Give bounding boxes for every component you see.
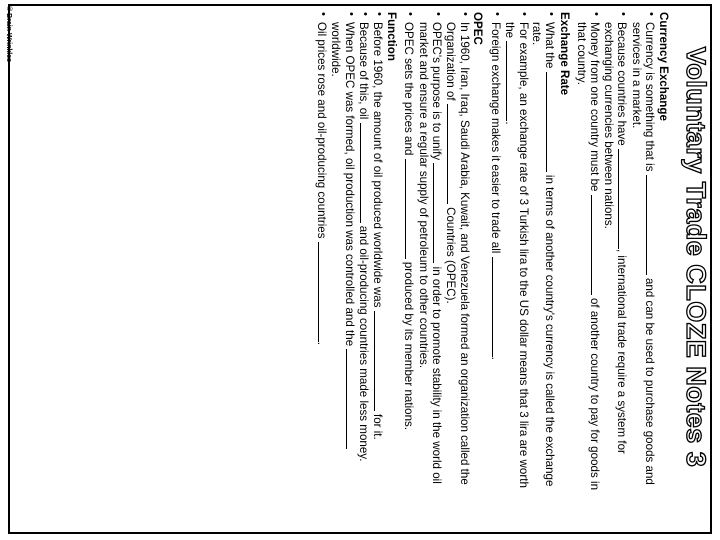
list-item: • In 1960, Iran, Iraq, Saudi Arabia, Kuwait, and Venezuela formed an organization called the Organization of Countries (OPEC). [444,12,471,492]
fill-in-blank[interactable] [506,41,517,121]
section-currency-exchange [575,12,670,492]
fill-in-blank[interactable] [374,311,385,411]
list-item: • Before 1960, the amount of oil produced worldwide was for it. [371,12,385,492]
list-item: • OPEC sets the prices and produced by its member nations. [402,12,416,492]
list-item: • Because countries have , international trade require a system for exchanging currencies between nations. [602,12,629,492]
section-heading: Function [385,12,399,61]
list-item: • Money from one country must be of another country to pay for goods in that country. [575,12,602,492]
fill-in-blank[interactable] [492,257,503,357]
list-item: • What the in terms of another country's currency is called the exchange rate. [530,12,557,492]
section-exchange-rate [488,12,570,492]
fill-in-blank[interactable] [447,104,458,204]
list-item: • When OPEC was formed, oil production was controlled and the worldwide. [329,12,356,492]
fill-in-blank[interactable] [360,123,371,223]
fill-in-blank[interactable] [618,149,629,249]
fill-in-blank[interactable] [646,175,657,275]
copyright-notice: © Brain Wrinkles [5,6,12,62]
list-item: • Currency is something that is and can be used to purchase goods and services in a market. [629,12,656,492]
list-item: • OPEC's purpose is to unify in order to promote stability in the world oil market and ensure a regular supply of petroleum to other countries. [416,12,443,492]
list-item: • Oil prices rose and oil-producing countries . [315,12,329,492]
page-title: Voluntary Trade CLOZE Notes 3 [681,46,711,468]
fill-in-blank[interactable] [433,163,444,263]
section-heading: Exchange Rate [557,12,571,96]
fill-in-blank[interactable] [346,349,357,449]
list-item: • Foreign exchange makes it easier to trade all . [488,12,502,492]
section-opec [402,12,484,492]
fill-in-blank[interactable] [318,242,329,342]
section-heading: OPEC [471,12,485,45]
notes-content [12,12,712,502]
section-function [315,12,398,492]
fill-in-blank[interactable] [405,159,416,259]
fill-in-blank[interactable] [591,195,602,295]
section-heading: Currency Exchange [657,12,670,121]
list-item: • For example, an exchange rate of 3 Turkish lira to the US dollar means that 3 lira are worth the . [503,12,530,492]
notes-body [311,12,670,492]
fill-in-blank[interactable] [546,72,557,172]
list-item: • Because of this, oil and oil-producing countries made less money. [357,12,371,492]
